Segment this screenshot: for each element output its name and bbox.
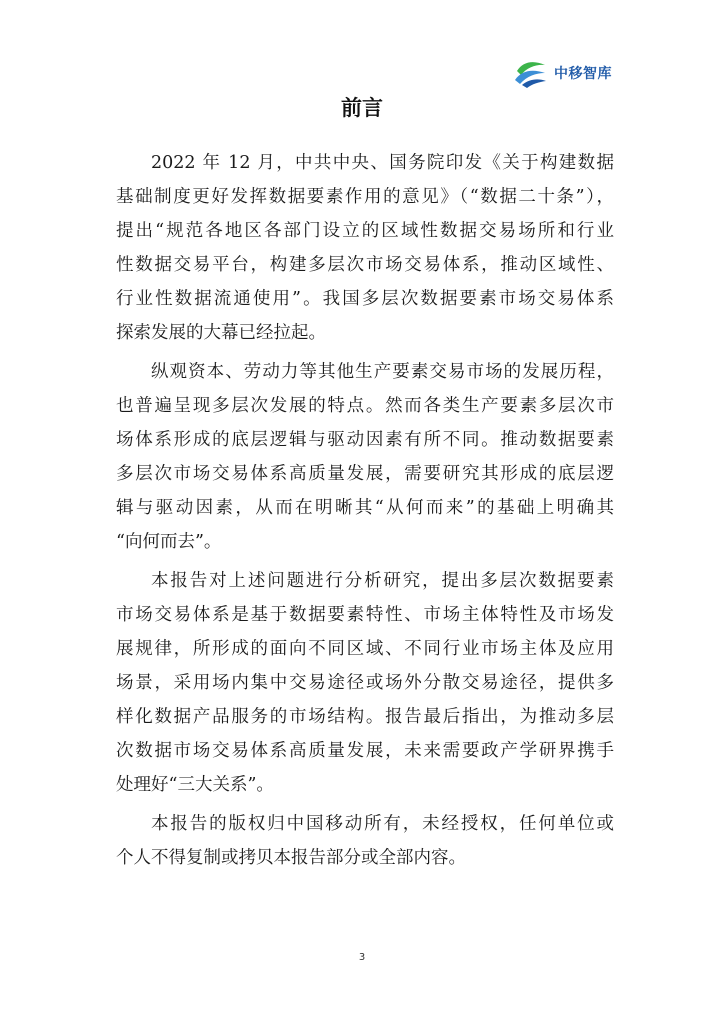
- text-line: 提出“规范各地区各部门设立的区域性数据交易场所和行业: [116, 221, 614, 241]
- text-line: 纵观资本、劳动力等其他生产要素交易市场的发展历程，: [151, 362, 614, 382]
- text-line: 处理好“三大关系”。: [116, 775, 274, 795]
- paragraph: [116, 146, 614, 350]
- paragraph: [116, 355, 614, 559]
- logo: [514, 56, 612, 90]
- text-line: 辑与驱动因素，从而在明晰其“从何而来”的基础上明确其: [116, 498, 614, 518]
- text-line: 场体系形成的底层逻辑与驱动因素有所不同。推动数据要素: [116, 430, 614, 450]
- logo-text: 中移智库: [554, 66, 612, 82]
- text-line: 本报告的版权归中国移动所有，未经授权，任何单位或: [151, 814, 614, 834]
- text-line: 多层次市场交易体系高质量发展，需要研究其形成的底层逻: [116, 464, 614, 484]
- page-number: 3: [358, 952, 366, 963]
- text-line: 市场交易体系是基于数据要素特性、市场主体特性及市场发: [116, 605, 614, 625]
- text-line: “向何而去”。: [116, 532, 222, 552]
- text-line: 场景，采用场内集中交易途径或场外分散交易途径，提供多: [116, 673, 614, 693]
- text-line: 个人不得复制或拷贝本报告部分或全部内容。: [116, 848, 466, 868]
- text-line: 基础制度更好发挥数据要素作用的意见》（“数据二十条”），: [116, 187, 614, 207]
- paragraph: [116, 807, 614, 875]
- paragraph: [116, 564, 614, 802]
- text-line: 本报告对上述问题进行分析研究，提出多层次数据要素: [151, 571, 614, 591]
- page-title: 前言: [341, 96, 383, 120]
- text-line: 性数据交易平台，构建多层次市场交易体系，推动区域性、: [116, 255, 614, 275]
- text-line: 样化数据产品服务的市场结构。报告最后指出，为推动多层: [116, 707, 614, 727]
- text-line: 展规律，所形成的面向不同区域、不同行业市场主体及应用: [116, 639, 614, 659]
- text-line: 次数据市场交易体系高质量发展，未来需要政产学研界携手: [116, 741, 614, 761]
- document-body: [116, 146, 614, 880]
- text-line: 行业性数据流通使用”。我国多层次数据要素市场交易体系: [116, 289, 614, 309]
- logo-mark-icon: [514, 58, 548, 88]
- text-line: 也普遍呈现多层次发展的特点。然而各类生产要素多层次市: [116, 396, 614, 416]
- text-line: 2022 年 12 月，中共中央、国务院印发《关于构建数据: [151, 153, 614, 173]
- text-line: 探索发展的大幕已经拉起。: [116, 323, 326, 343]
